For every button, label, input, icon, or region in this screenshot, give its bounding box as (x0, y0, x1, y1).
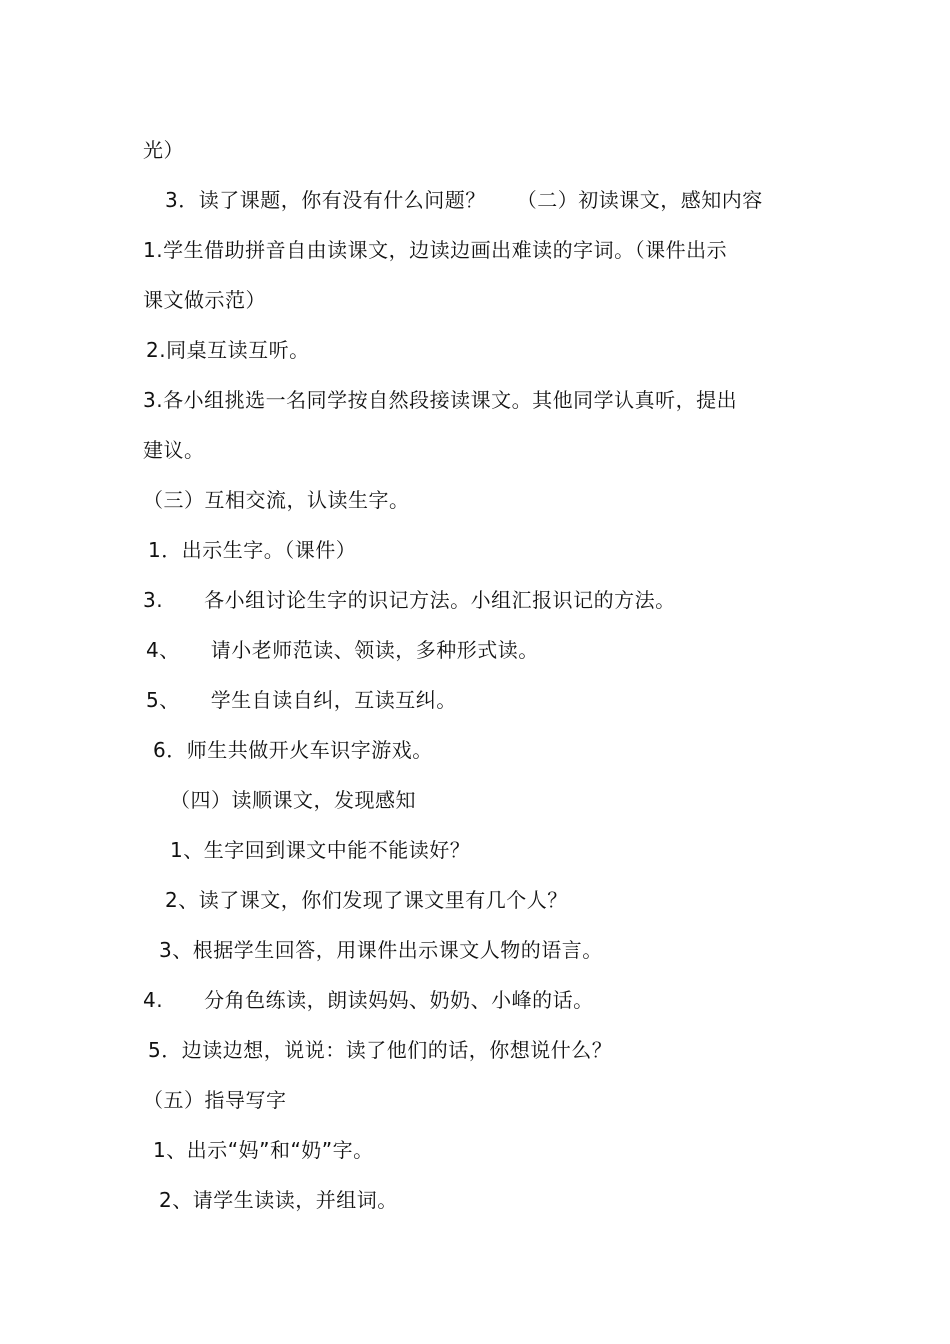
text-line-1: 光） (143, 138, 184, 162)
text-line-3: 1.学生借助拼音自由读课文，边读边画出难读的字词。（课件出示 (143, 238, 728, 262)
text-line-10: 3. 各小组讨论生字的识记方法。小组汇报识记的方法。 (143, 588, 676, 612)
text-line-8: （三）互相交流，认读生字。 (143, 488, 410, 512)
text-line-18: 4. 分角色练读，朗读妈妈、奶奶、小峰的话。 (143, 988, 594, 1012)
text-line-16: 2、读了课文，你们发现了课文里有几个人？ (165, 888, 568, 912)
text-line-13: 6．师生共做开火车识字游戏。 (153, 738, 433, 762)
text-line-7: 建议。 (143, 438, 205, 462)
text-line-22: 2、请学生读读，并组词。 (159, 1188, 398, 1212)
text-line-9: 1．出示生字。（课件） (148, 538, 357, 562)
text-line-19: 5．边读边想，说说：读了他们的话，你想说什么？ (148, 1038, 613, 1062)
text-line-6: 3.各小组挑选一名同学按自然段接读课文。其他同学认真听，提出 (143, 388, 738, 412)
text-line-2: 3．读了课题，你有没有什么问题？ （二）初读课文，感知内容 (165, 188, 763, 212)
text-line-21: 1、出示“妈”和“奶”字。 (153, 1138, 374, 1162)
text-line-11: 4、 请小老师范读、领读，多种形式读。 (146, 638, 539, 662)
text-line-20: （五）指导写字 (143, 1088, 287, 1112)
text-line-15: 1、生字回到课文中能不能读好？ (170, 838, 471, 862)
text-line-4: 课文做示范） (143, 288, 266, 312)
text-line-5: 2.同桌互读互听。 (146, 338, 310, 362)
text-line-12: 5、 学生自读自纠，互读互纠。 (146, 688, 457, 712)
text-line-17: 3、根据学生回答，用课件出示课文人物的语言。 (159, 938, 603, 962)
text-line-14: （四）读顺课文，发现感知 (170, 788, 416, 812)
